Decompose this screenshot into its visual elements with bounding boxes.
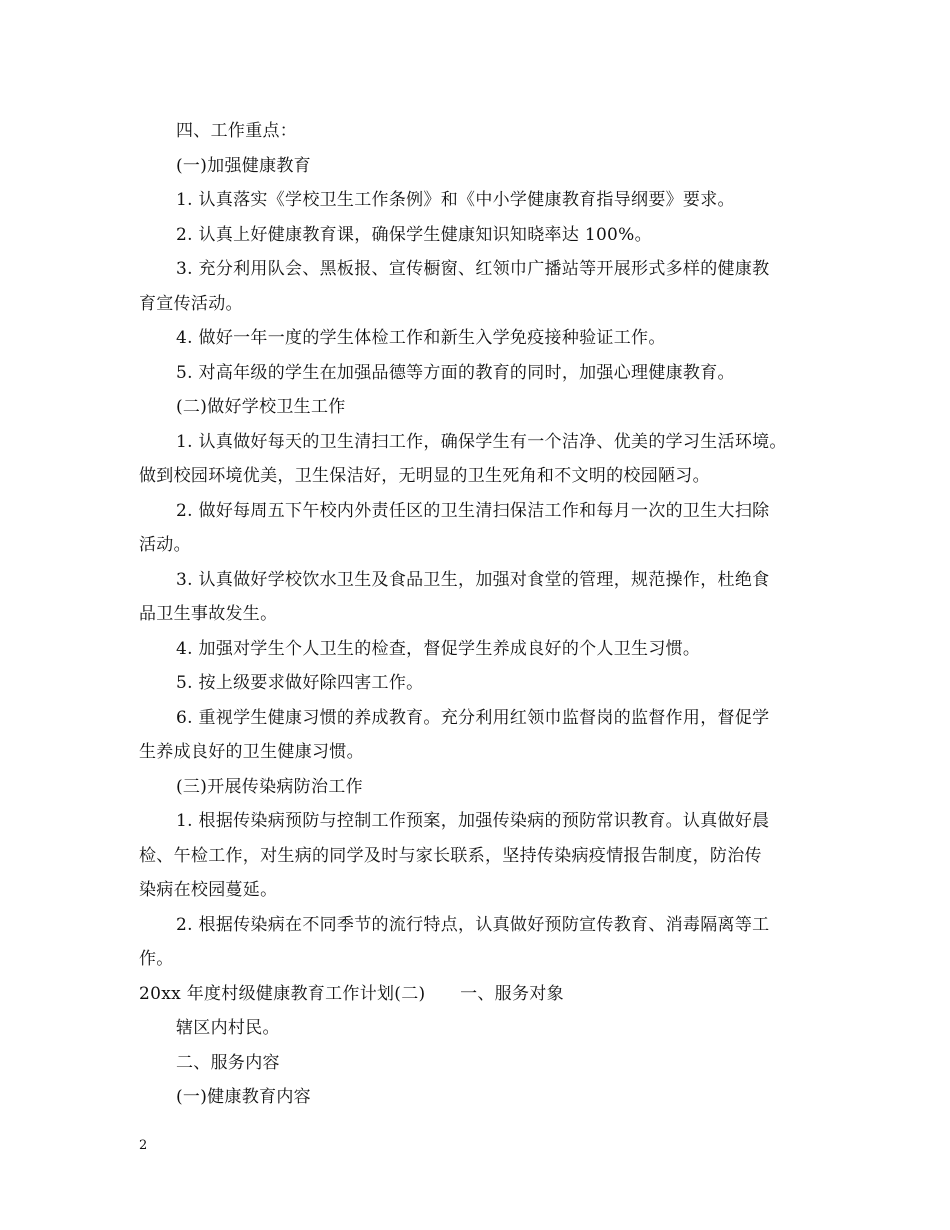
text-line: (一)健康教育内容: [176, 1087, 311, 1107]
text-line: 四、工作重点：: [176, 121, 298, 141]
text-line: (二)做好学校卫生工作: [176, 397, 346, 417]
text-line: 2. 根据传染病在不同季节的流行特点，认真做好预防宣传教育、消毒隔离等工: [176, 914, 770, 935]
text-line: 20xx 年度村级健康教育工作计划(二) 一、服务对象: [139, 983, 564, 1004]
text-line: 5. 对高年级的学生在加强品德等方面的教育的同时，加强心理健康教育。: [176, 362, 735, 383]
text-line: 做到校园环境优美，卫生保洁好，无明显的卫生死角和不文明的校园陋习。: [139, 466, 710, 486]
text-line: 辖区内村民。: [176, 1018, 280, 1038]
text-line: 品卫生事故发生。: [139, 604, 278, 624]
text-line: 4. 加强对学生个人卫生的检查，督促学生养成良好的个人卫生习惯。: [176, 638, 701, 659]
text-line: 二、服务内容: [176, 1052, 280, 1073]
text-line: 5. 按上级要求做好除四害工作。: [176, 673, 424, 693]
text-line: 3. 充分利用队会、黑板报、宣传橱窗、红领巾广播站等开展形式多样的健康教: [176, 259, 770, 279]
text-line: 1. 根据传染病预防与控制工作预案，加强传染病的预防常识教育。认真做好晨: [176, 811, 770, 831]
text-line: 6. 重视学生健康习惯的养成教育。充分利用红领巾监督岗的监督作用，督促学: [176, 707, 770, 728]
text-line: (一)加强健康教育: [176, 155, 311, 176]
text-line: 生养成良好的卫生健康习惯。: [139, 742, 364, 762]
text-line: 1. 认真落实《学校卫生工作条例》和《中小学健康教育指导纲要》要求。: [176, 190, 735, 210]
text-line: (三)开展传染病防治工作: [176, 776, 363, 797]
text-line: 检、午检工作，对生病的同学及时与家长联系，坚持传染病疫情报告制度，防治传: [139, 845, 762, 866]
text-line: 活动。: [139, 535, 191, 555]
page-number: 2: [139, 1138, 148, 1153]
document-body: [139, 114, 819, 1115]
text-line: 3. 认真做好学校饮水卫生及食品卫生，加强对食堂的管理，规范操作，杜绝食: [176, 569, 770, 590]
text-line: 1. 认真做好每天的卫生清扫工作，确保学生有一个洁净、优美的学习生活环境。: [176, 431, 787, 452]
text-line: 4. 做好一年一度的学生体检工作和新生入学免疫接种验证工作。: [176, 328, 666, 348]
text-line: 2. 认真上好健康教育课，确保学生健康知识知晓率达 100%。: [176, 224, 652, 245]
text-line: 育宣传活动。: [139, 293, 243, 314]
text-line: 染病在校园蔓延。: [139, 880, 278, 900]
text-line: 作。: [139, 949, 174, 969]
text-line: 2. 做好每周五下午校内外责任区的卫生清扫保洁工作和每月一次的卫生大扫除: [176, 500, 770, 521]
